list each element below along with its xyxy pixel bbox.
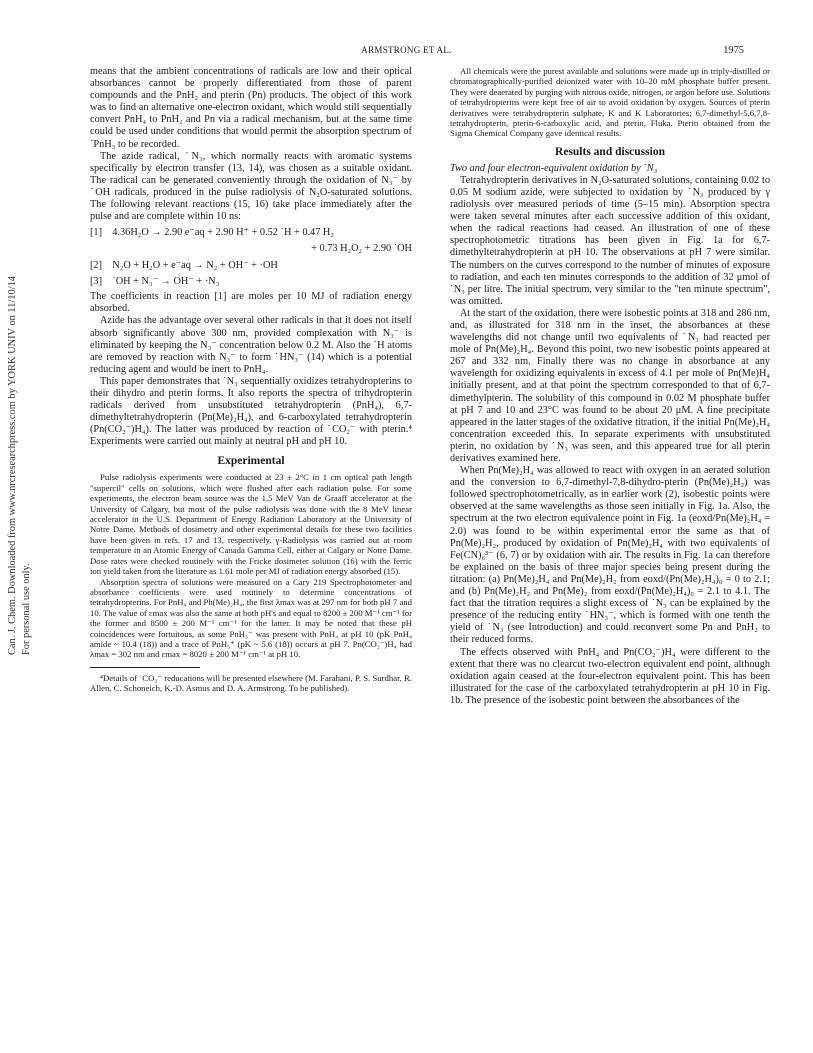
left-column: [90, 66, 412, 694]
running-title: ARMSTRONG ET AL.: [361, 45, 452, 55]
paragraph: Pulse radiolysis experiments were conducted at 23 ± 2°C in 1 cm optical path length "supercil" cells on solutions, which were flushed after each radiation pulse. For some experiments, the electron beam source was the 1.5 MeV Van de Graaff accelerator at the University of Calgary, but most of the pulse radiolysis was done with the 8 MeV linear accelerator in the U.S. Department of Energy Radiation Laboratory at the University of Notre Dame. Methods of dosimetry and other experimental details for these two facilities have been given in refs. 17 and 13, respectively. γ-Radiolysis was carried out at room temperature in an Atomic Energy of Canada Gamma Cell, either at Calgary or Notre Dame. Dose rates were checked routinely with the Fricke dosimeter solution (16) with the ferric ion yield taken from the literature as 1.61 mole per MJ of radiation energy absorbed (15).: [90, 472, 412, 577]
paragraph: This paper demonstrates that ˙N₃ sequentially oxidizes tetrahydropterins to their dihydro and pterin forms. It also reports the spectra of trihydropterin radicals derived from unsubstituted tetrahydropterin (PnH₄), 6,7-dimethyltetrahydropterin (Pn(Me)₂H₄), and 6-carboxylated tetrahydropterin (Pn(CO₂⁻)H₄). The latter was produced by reaction of ˙CO₂⁻ with pterin.⁴ Experiments were carried out mainly at neutral pH and pH 10.: [90, 375, 412, 448]
paragraph: Tetrahydropterin derivatives in N₂O-saturated solutions, containing 0.02 to 0.05 M sodium azide, were subjected to oxidation by ˙N₃ produced by γ radiolysis over measured periods of time (5–15 min). Absorption spectra were taken several minutes after each successive addition of this oxidant, when the radical reactions had ceased. An illustration of one of these spectrophotometric titrations has been given in Fig. 1a for 6,7-dimethyltetrahydropterin at pH 10. The observations at pH 7 were similar. The numbers on the curves correspond to the number of minutes of exposure to radiation, and each ten minutes corresponds to the addition of 32 μmol of ˙N₃ per litre. The initial spectrum, very similar to the "ten minute spectrum", was omitted.: [450, 174, 770, 307]
subsection-heading: Two and four electron-equivalent oxidation by ˙N₃: [450, 162, 658, 174]
paragraph: The coefficients in reaction [1] are moles per 10 MJ of radiation energy absorbed.: [90, 291, 412, 315]
personal-use-notice: For personal use only.: [21, 563, 32, 655]
paragraph: The azide radical, ˙N₃, which normally reacts with aromatic systems specifically by electron transfer (13, 14), was chosen as a suitable oxidant. The radical can be generated conveniently through the oxidation of N₃⁻ by ˙OH radicals, produced in the pulse radiolysis of N₂O-saturated solutions. The following relevant reactions (15, 16) take place immediately after the pulse and are complete within 10 ns:: [90, 150, 412, 223]
paragraph: When Pn(Me)₂H₄ was allowed to react with oxygen in an aerated solution and the conversion to 6,7-dimethyl-7,8-dihydro-pterin (Pn(Me)₂H₂) was followed spectrophotometrically, as in earlier work (2), isobestic points were observed at the same wavelengths as those seen initially in Fig. 1a. Also, the spectrum at the two electron equivalence point in Fig. 1a (eoxd/Pn(Me)₂H₄ = 2.0) was found to be within experimental error the same as that of Pn(Me)₂H₂, produced by oxidation of Pn(Me)₂H₄ with two equivalents of Fe(CN)₆³⁻ (6, 7) or by oxidation with air. The results in Fig. 1a can therefore be explained on the basis of three major species being present during the titration: (a) Pn(Me)₂H₄ and Pn(Me)₂H₂ from eoxd/(Pn(Me)₂H₄)₀ = 0 to 2.1; and (b) Pn(Me)₂H₂ and Pn(Me)₂ from eoxd/(Pn(Me)₂H₄)₀ = 2.1 to 4.1. The fact that the titration requires a slight excess of ˙N₃ can be explained by the presence of the reducing entity ˙HN₃⁻, which is formed with one tenth the yield of ˙N₃ (see Introduction) and could reconvert some Pn and PnH₂ to their reduced forms.: [450, 465, 770, 646]
paragraph: Azide has the advantage over several other radicals in that it does not itself absorb significantly above 300 nm, provided complexation with N₃⁻ is eliminated by keeping the N₃⁻ concentration below 0.2 M. Also the ˙H atoms are removed by reaction with N₃⁻ to form ˙HN₃⁻ (14) which is a potential reducing agent and would be inert to PnH₄.: [90, 315, 412, 375]
right-column: [450, 66, 770, 707]
paragraph: means that the ambient concentrations of radicals are low and their optical absorbances cannot be properly differentiated from those of parent compounds and the PnH₂ and pterin (Pn) products. The object of this work was to find an alternative one-electron oxidant, which would still sequentially convert PnH₄ to PnH₂ and Pn via a radical mechanism, but at the same time could be used under conditions that would permit the absorption spectrum of ˙PnH₃ to be recorded.: [90, 66, 412, 150]
paragraph: Absorption spectra of solutions were measured on a Cary 219 Spectrophotometer and absorbance coefficients were used routinely to determine concentrations of tetrahydropterins. For PnH₄ and Ph(Me)₂H₄, the first λmax was at 297 nm for both pH 7 and 10. The value of εmax was also the same at both pH's and equal to 8200 ± 200 M⁻¹ cm⁻¹ for the former and 8500 ± 200 M⁻¹ cm⁻¹ for the latter. It may be noted that these pH coincidences were fortuitous, as some PnH₃⁻ was present with PnH₄ at pH 10 (pK PnH₄ amide ~ 10.4 (18)) and a trace of PnH₅⁺ (pK ~ 5.6 (18)) occurs at pH 7. Pn(CO₂⁻)H₄ had λmax = 302 nm and εmax = 8020 ± 200 M⁻¹ cm⁻¹ at pH 10.: [90, 576, 412, 660]
footnote: ⁴Details of ˙CO₂⁻ reducations will be presented elsewhere (M. Farahani, P. S. Surdhar, R. Allen, C. Schoneich, K.-D. Asmus and D. A. Armstrong. To be published).: [90, 672, 412, 694]
equation-1: [1] 4.36H₂O → 2.90 e⁻aq + 2.90 H⁺ + 0.52 ˙H + 0.47 H₂: [90, 227, 334, 239]
equation-3: [3] ˙OH + N₃⁻ → OH⁻ + ·N₃: [90, 276, 220, 288]
download-notice: Can. J. Chem. Downloaded from www.nrcresearchpress.com by YORK UNIV on 11/10/14: [7, 276, 18, 655]
equation-1-continued: + 0.73 H₂O₂ + 2.90 ˙OH: [311, 243, 412, 255]
paragraph: At the start of the oxidation, there were isobestic points at 318 and 286 nm, and, as illustrated for 318 nm in the inset, the absorbances at these wavelengths did not change until two equivalents of ˙N₃ had reacted per mole of Pn(Me)₂H₄. Beyond this point, two new isobestic points appeared at 267 and 332 nm. Finally there was no change in absorbance at any wavelength for oxidizing equivalents in excess of 4.1 per mole of Pn(Me)H₄ initially present, and at that point the spectrum corresponded to that of 6,7-dimethylpterin. The solubility of this compound in 0.02 M phosphate buffer at pH 7 and 10 and 23°C was found to be about 20 μM. A fine precipitate appeared in the latter stages of the oxidative titration, if the initial Pn(Me)₂H₄ concentration exceeded this. In separate experiments with unsubstituted pterin, no oxidation by ˙N₃ was seen, and this appeared true for all pterin derivatives examined here.: [450, 307, 770, 464]
download-sidebar: [3, 200, 43, 660]
footnote-rule: [90, 667, 200, 668]
paragraph: All chemicals were the purest available and solutions were made up in triply-distilled or chromatographically-purified deionized water with 10–20 mM phosphate buffer present. They were deaerated by purging with nitrous oxide, nitrogen, or argon before use. Solutions of tetrahydropterins were kept free of air to avoid oxidation by oxygen. Sources of pterin derivatives were tetrahydropterin sulphate, K and K Laboratories; 6,7-dimethyl-5,6,7,8-tetrahydropterin, pterin-6-carboxylic acid, and pterin, Fluka. Pterin obtained from the Sigma Chemical Company gave identical results.: [450, 66, 770, 139]
equation-2: [2] N₂O + H₂O + e⁻aq → N₂ + OH⁻ + ·OH: [90, 260, 278, 272]
section-heading: Results and discussion: [555, 145, 665, 158]
page-number: 1975: [723, 45, 744, 56]
paragraph: The effects observed with PnH₄ and Pn(CO₂⁻)H₄ were different to the extent that there was no clearcut two-electron equivalent end point, although oxidation again ceased at the four-electron equivalent point. This has been illustrated for the case of the carboxylated tetrahydropterin at pH 10 in Fig. 1b. The presence of the isobestic point between the absorbances of the: [450, 646, 770, 706]
section-heading: Experimental: [217, 455, 285, 468]
